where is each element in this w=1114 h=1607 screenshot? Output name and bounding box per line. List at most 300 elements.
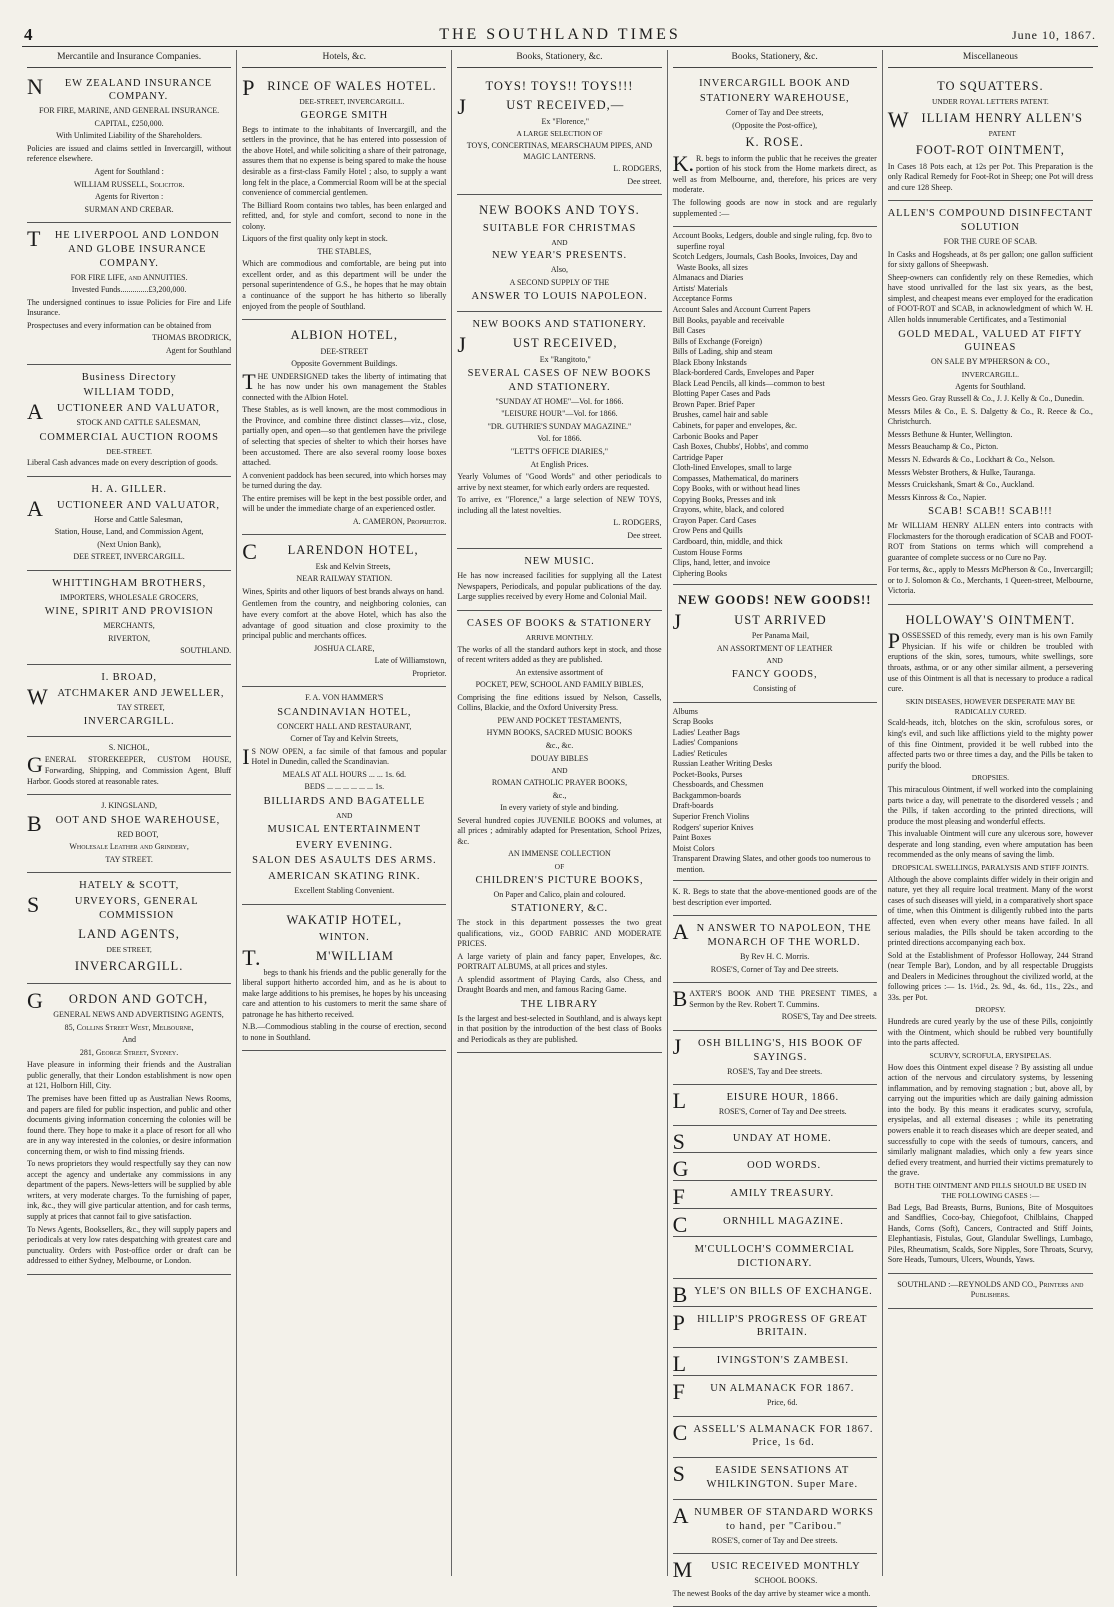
ad-text: Station, House, Land, and Commission Agent, (54, 527, 204, 537)
ad-text: Price, 6d. (766, 1397, 798, 1407)
ad-text: Opposite Government Buildings. (291, 359, 398, 369)
ad-text: Dee street. (627, 176, 662, 186)
list-item: Paint Boxes (672, 833, 712, 843)
ad-text: In Casks and Hogsheads, at 8s per gallon; one gallon sufficient for sixty gallons of Sheepwash. (887, 249, 1093, 270)
ad-text: Have pleasure in informing their friends and the Australian public generally, that their London establishment is now open at 121, Holborn Hill, City. (27, 1060, 232, 1091)
ad-text: Begs to intimate to the inhabitants of Invercargill, and the settlers in the province, that he has entered into possession of the above Hotel, and while soliciting a share of their patronage, assures them that no expense is being spared to make the house desirable as a first-class Family Hotel ; also, to supply a want long felt in the place, a Commercial Room will be at the special convenience of commercial gentlemen. (242, 124, 447, 198)
ad-text: PRINCE OF WALES HOTEL. (242, 74, 437, 100)
ad-text: AMERICAN SKATING RINK. (268, 871, 421, 883)
ad-text: The Billiard Room contains two tables, has been enlarged and refitted, and, for style and comfort, second to none in the colony. (242, 200, 447, 231)
ad-text: SOUTHLAND :—REYNOLDS AND CO., Printers and Publishers. (897, 1279, 1084, 1300)
ad-text: ALBION HOTEL, (290, 328, 398, 343)
list-item: Albums (672, 706, 698, 716)
advertisement (457, 611, 661, 1053)
ad-text: A convenient paddock has been secured, into which horses may be turned during the day. (242, 470, 447, 491)
ad-text: ON SALE BY M'PHERSON & CO., (930, 357, 1050, 367)
ad-text: SKIN DISEASES, HOWEVER DESPERATE MAY BE RADICALLY CURED. (905, 696, 1075, 716)
ad-text: K. R. Begs to state that the above-mentioned goods are of the best description ever imported. (672, 887, 877, 907)
ad-text: WILLIAM RUSSELL, Solicitor. (73, 179, 185, 189)
advertisement (673, 1417, 877, 1459)
advertisement (673, 1085, 877, 1125)
ad-text: DEE-STREET (320, 346, 369, 356)
ad-text: SOUTHLAND. (180, 646, 232, 656)
list-item: Russian Leather Writing Desks (672, 759, 773, 769)
ad-text: INVERCARGILL. (74, 959, 184, 974)
ad-text: A SECOND SUPPLY OF THE (509, 277, 610, 287)
ad-text: Which are commodious and comfortable, are being put into excellent order, and as this department will be under the personal superintendence of G.S., he hopes that he may obtain a continuance of the support he has hitherto so liberally enjoyed from the people of Southland. (242, 259, 447, 311)
ad-text: T.M'WILLIAM (242, 945, 394, 971)
ad-text: Ex "Florence," (541, 116, 589, 126)
list-item: Crayon Paper. Card Cases (672, 515, 757, 525)
ad-text: "LEISURE HOUR"—Vol. for 1866. (501, 409, 618, 419)
advertisement (673, 1031, 877, 1085)
ad-text: (Opposite the Post-office), (732, 120, 818, 130)
ad-text: DEE STREET, INVERCARGILL. (73, 552, 185, 562)
ad-text: I. BROAD, (101, 671, 157, 683)
advertisement (457, 549, 661, 611)
advertisement (27, 571, 231, 665)
list-item: Bill Cases (672, 326, 706, 336)
ad-text: FUN ALMANACK FOR 1867. (672, 1379, 855, 1405)
list-item: Black Lead Pencils, all kinds—common to best (672, 378, 825, 388)
ad-text: Messrs Geo. Gray Russell & Co., J. J. Kelly & Co., Dunedin. (887, 394, 1084, 404)
ad-text: CAPITAL, £250,000. (94, 118, 164, 128)
ad-text: Messrs Kinross & Co., Napier. (887, 492, 987, 502)
ad-text: J. KINGSLAND, (101, 801, 157, 811)
ad-text: ROSE'S, Corner of Tay and Dee streets. (718, 1106, 847, 1116)
ad-text: IMPORTERS, WHOLESALE GROCERS, (60, 592, 199, 602)
list-item: Chessboards, and Chessmen (672, 780, 764, 790)
column-header: Miscellaneous (888, 50, 1093, 68)
ad-text: "DR. GUTHRIE'S SUNDAY MAGAZINE." (487, 421, 632, 431)
list-item: Cabinets, for paper and envelopes, &c. (672, 420, 797, 430)
ad-text: To arrive, ex "Florence," a large selection of NEW TOYS, including all the latest novelties. (457, 495, 662, 515)
ad-text: At English Prices. (530, 459, 589, 469)
ad-text: Business Directory (81, 371, 177, 383)
goods-list (673, 231, 877, 579)
advertisement (242, 320, 446, 535)
ad-text: CLARENDON HOTEL, (242, 539, 419, 565)
ad-text: Corner of Tay and Kelvin Streets, (290, 734, 399, 744)
advertisement (673, 71, 877, 228)
ad-text: Messrs N. Edwards & Co., Lockhart & Co., Nelson. (887, 454, 1055, 464)
ad-text: A splendid assortment of Playing Cards, also Chess, and Draught Boards and men, and famous Racing Game. (457, 974, 662, 995)
ad-text: He has now increased facilities for supplying all the Latest Newspapers, Periodicals, and popular publications of the day. Large supplies received by every Home and Colonial Mail. (457, 571, 662, 602)
ad-text: STATIONERY WAREHOUSE, (699, 93, 850, 105)
ad-text: AUCTIONEER AND VALUATOR, (27, 399, 220, 425)
ad-text: L. RODGERS, (613, 518, 662, 528)
ad-text: S. NICHOL, (108, 742, 150, 752)
list-item: Scrap Books (672, 717, 714, 727)
ad-text: A. CAMERON, Proprietor. (352, 516, 447, 526)
advertisement (673, 1500, 877, 1554)
ad-text: Late of Williamstown, (374, 656, 447, 666)
ad-text: TAY STREET. (105, 854, 153, 864)
advertisement (888, 71, 1093, 202)
advertisement (27, 737, 231, 795)
ad-text: SALON DES ASAULTS DES ARMS. (252, 855, 437, 867)
ad-text: WAKATIP HOTEL, (286, 912, 403, 927)
ad-text: STOCK AND CATTLE SALESMAN, (76, 418, 201, 428)
ad-text: Messrs Bethune & Hunter, Wellington. (887, 429, 1013, 439)
advertisement (673, 227, 877, 585)
ad-text: BOOT AND SHOE WAREHOUSE, (27, 810, 221, 836)
ad-text: Sheep-owners can confidently rely on these Remedies, which have stood unrivalled for the last six years, as the best, simplest, and cheapest means ever employed for the eradication of FOOT-ROT and SCAB, in acknowledgment of which W. H. Allen holds innumerable Certificates, and a Testimonial (887, 272, 1093, 324)
advertisement (888, 201, 1093, 604)
ad-text: WILLIAM TODD, (83, 387, 175, 399)
list-item: Black Ebony Inkstands (672, 357, 747, 367)
ad-text: And (122, 1035, 136, 1045)
ad-text: H. A. GILLER. (91, 484, 167, 495)
advertisement (27, 873, 231, 983)
ad-text: CHILDREN'S PICTURE BOOKS, (475, 874, 644, 886)
ad-text: How does this Ointment expel disease ? By assisting all undue action of the nervous and circulatory systems, by lessening inflammation, and by removing stagnation ; but, above all, by carrying out the impurities which are daily gaining admission into the body. By this means it eradicates scurvy, scrofula, erysipelas, and all external diseases ; while its penetrating powers enable it to reach diseases which are deeper seated, and successfully to cope with the seeds of tumours, cancers, and similarly malignant maladies, which only a few years since defied every treatment, and hurried their victims prematurely to the grave. (887, 1062, 1093, 1178)
ad-text: The works of all the standard authors kept in stock, and those of recent writers added as they are published. (457, 644, 662, 665)
list-item: Moist Colors (672, 843, 715, 853)
ad-text: JUST ARRIVED (672, 608, 827, 634)
advertisement (673, 1348, 877, 1376)
ad-text: This invaluable Ointment will cure any ulcerous sore, however desperate and long standing, even where amputation has been recommended as the only means of saving the limb. (887, 829, 1093, 860)
ad-text: LAND AGENTS, (78, 926, 180, 941)
ad-text: Sold at the Establishment of Professor Holloway, 244 Strand (near Temple Bar), London, and by all respectable Druggists and Dealers in Medicines throughout the civilized world, at the following prices :— 1s. 1½d., 2s. 9d., 4s. 6d., 11s., 22s., and 33s. per Pot. (887, 950, 1093, 1002)
ad-text: Several hundred copies JUVENILE BOOKS and volumes, at all prices ; admirably adapted for Presentation, School Prizes, &c. (457, 815, 662, 846)
ad-text: ROSE'S, Corner of Tay and Dee streets. (710, 964, 839, 974)
ad-text: Per Panama Mail, (751, 631, 809, 641)
list-item: Scotch Ledgers, Journals, Cash Books, Invoices, Day and Waste Books, all sizes (672, 252, 858, 272)
ad-text: (Next Union Bank), (97, 539, 161, 549)
ad-text: AND (766, 656, 783, 666)
ad-text: Agent for Southland : (94, 166, 164, 176)
ad-text: FOOT-ROT OINTMENT, (915, 143, 1065, 158)
advertisement (673, 983, 877, 1031)
ad-text: begs to thank his friends and the public generally for the liberal support hitherto accorded him, and as he is about to make large additions to his premises, he hopes by his unceasing care and attention to his customers to merit the same share of patronage he has hitherto received. (242, 967, 447, 1019)
ad-text: In Cases 18 Pots each, at 12s per Pot. This Preparation is the only Radical Remedy for Foot-Rot in Sheep; one Pot will dress and cure 128 Sheep. (887, 161, 1093, 192)
ad-text: INVERCARGILL BOOK AND (699, 77, 851, 89)
ad-text: Messrs Webster Brothers, & Hulke, Tauranga. (887, 467, 1036, 477)
column-header: Books, Stationery, &c. (457, 50, 661, 68)
ad-text: POCKET, PEW, SCHOOL AND FAMILY BIBLES, (475, 680, 644, 690)
advertisement (27, 365, 231, 477)
ad-text: Is the largest and best-selected in Southland, and is always kept in that position by the introduction of the best class of Books and Periodicals as they are published. (457, 1013, 662, 1044)
ad-text: The newest Books of the day arrive by steamer wice a month. (672, 1588, 871, 1598)
ad-text: MERCHANTS, (103, 621, 155, 631)
ad-text: WHITTINGHAM BROTHERS, (52, 577, 207, 589)
ad-text: INVERCARGILL. (961, 369, 1019, 379)
column-2 (237, 50, 452, 1576)
ad-text: The entire premises will be kept in the best possible order, and will be under the immediate charge of an experienced ostler. (242, 493, 447, 514)
ad-text: SCURVY, SCROFULA, ERYSIPELAS. (929, 1050, 1052, 1060)
ad-text: &c., (552, 790, 567, 800)
ad-text: ANSWER TO LOUIS NAPOLEON. (471, 291, 648, 303)
ad-text: PATENT (988, 129, 1016, 139)
ad-text: DEE STREET, (106, 945, 152, 955)
column-5 (883, 50, 1098, 1576)
ad-text: GOOD WORDS. (672, 1156, 821, 1182)
list-item: Acceptance Forms (672, 294, 733, 304)
ad-text: WINTON. (318, 932, 370, 944)
list-item: Account Books, Ledgers, double and single ruling, fcp. 8vo to superfine royal (672, 231, 872, 251)
ad-text: AN ASSORTMENT OF LEATHER (716, 643, 833, 653)
ad-text: N.B.—Commodious stabling in the course of erection, second to none in Southland. (242, 1022, 447, 1042)
ad-text: Agent for Southland (165, 346, 232, 356)
advertisement (27, 223, 231, 364)
ad-text: Proprietor. (412, 668, 447, 678)
ad-text: THE LIBRARY (520, 998, 599, 1010)
ad-text: Messrs Miles & Co., E. S. Dalgetty & Co., R. Reece & Co., Christchurch. (887, 406, 1093, 427)
list-item: Transparent Drawing Slates, and other goods too numerous to mention. (672, 854, 871, 874)
ad-text: ROMAN CATHOLIC PRAYER BOOKS, (491, 778, 628, 788)
page-number: 4 (24, 25, 33, 44)
ad-text: ROSE'S, corner of Tay and Dee streets. (711, 1535, 838, 1545)
ad-text: Invested Funds..............£3,200,000. (71, 285, 187, 295)
ad-text: Messrs Cruickshank, Smart & Co., Auckland. (887, 480, 1035, 490)
ad-text: M'CULLOCH'S COMMERCIAL DICTIONARY. (694, 1243, 855, 1269)
ad-text: Corner of Tay and Dee streets, (725, 108, 824, 118)
ad-text: BOTH THE OINTMENT AND PILLS SHOULD BE USED IN THE FOLLOWING CASES :— (894, 1180, 1087, 1200)
ad-text: PHILLIP'S PROGRESS OF GREAT BRITAIN. (672, 1309, 868, 1339)
newspaper-title: THE SOUTHLAND TIMES (439, 26, 681, 43)
ad-text: SURVEYORS, GENERAL COMMISSION (27, 892, 199, 921)
ad-text: Mr WILLIAM HENRY ALLEN enters into contracts with Flockmasters for the thorough eradication of SCAB and FOOT-ROT from Stations on terms which will comprehend a guarantee of complete success or no Cure no Pay. (887, 521, 1093, 562)
advertisement (888, 1274, 1093, 1309)
ad-text: Yearly Volumes of "Good Words" and other periodicals to arrive by next steamer, for which early orders are requested. (457, 472, 662, 492)
ad-text: THE STABLES, (317, 246, 372, 256)
ad-text: Wholesale Leather and Grindery, (69, 842, 189, 852)
ad-text: Dee street. (627, 530, 662, 540)
ad-text: AND (551, 766, 568, 776)
ad-text: FOR FIRE, MARINE, AND GENERAL INSURANCE. (39, 106, 220, 116)
ad-text: DEE-STREET, INVERCARGILL. (299, 97, 405, 107)
list-item: Backgammon-boards (672, 790, 741, 800)
ad-text: UNDER ROYAL LETTERS PATENT. (931, 97, 1049, 107)
ad-text: Scald-heads, itch, blotches on the skin, scrofulous sores, or king's evil, and such like afflictions yield to the mighty power of this fine Ointment, provided it be well rubbed into the affected parts two or three times a day, and the Pills be taken to purify the blood. (887, 718, 1093, 770)
advertisement (242, 535, 446, 687)
ad-text: FOR FIRE LIFE, and ANNUITIES. (70, 272, 188, 282)
advertisement (673, 1376, 877, 1416)
ad-text: SCHOOL BOOKS. (754, 1576, 818, 1586)
ad-text: NEW ZEALAND INSURANCE COMPANY. (27, 73, 212, 103)
list-item: Compasses, Mathematical, do mariners (672, 473, 799, 483)
ad-text: HYMN BOOKS, SACRED MUSIC BOOKS (486, 728, 633, 738)
ad-text: FAMILY TREASURY. (672, 1184, 834, 1210)
ad-text: For terms, &c., apply to Messrs McPherson & Co., Invercargill; or to J. Solomon & Co., Merchants, 1 Queen-street, Melbourne, Victoria. (887, 565, 1093, 596)
advertisement (673, 703, 877, 882)
columns (22, 50, 1098, 1598)
ad-text: JUST RECEIVED, (457, 332, 618, 358)
ad-text: EVERY EVENING. (295, 839, 393, 851)
ad-text: Messrs Beauchamp & Co., Picton. (887, 442, 999, 452)
ad-text: BEDS ... ... ... ... ... ... 1s. (304, 782, 385, 792)
ad-text: MEALS AT ALL HOURS ... ... 1s. 6d. (282, 769, 406, 779)
ad-text: BILLIARDS AND BAGATELLE (263, 795, 425, 807)
ad-text: NEW YEAR'S PRESENTS. (492, 250, 627, 262)
ad-text: SUITABLE FOR CHRISTMAS (482, 222, 637, 234)
ad-text: NEW GOODS! NEW GOODS!! (677, 593, 872, 608)
ad-text: TO SQUATTERS. (937, 78, 1044, 93)
ad-text: MUSICAL ENTERTAINMENT (267, 823, 422, 835)
ad-text: AN IMMENSE COLLECTION (508, 849, 611, 859)
ad-text: WATCHMAKER AND JEWELLER, (27, 683, 225, 709)
ad-text: DROPSICAL SWELLINGS, PARALYSIS AND STIFF JOINTS. (891, 862, 1089, 872)
ad-text: DROPSIES. (971, 773, 1009, 783)
advertisement (673, 881, 877, 916)
ad-text: Policies are issued and claims settled in Invercargill, without reference elsewhere. (27, 143, 232, 164)
advertisement (673, 1181, 877, 1209)
ad-text: Excellent Stabling Convenient. (294, 886, 395, 896)
ad-text: WILLIAM HENRY ALLEN'S (887, 106, 1083, 132)
ad-text: CORNHILL MAGAZINE. (672, 1212, 844, 1238)
list-item: Cloth-lined Envelopes, small to large (672, 463, 792, 473)
ad-text: The premises have been fitted up as Australian News Rooms, and papers are filed for public inspection, and public and other documents giving information concerning the colonies will be found there. They hope to make it a place of resort for all who are in any way interested in the colonies, or desire information concerning them, or wish to find missing friends. (27, 1093, 232, 1156)
ad-text: Liquors of the first quality only kept in stock. (242, 234, 388, 244)
ad-text: On Paper and Calico, plain and coloured. (493, 889, 626, 899)
ad-text: JOSHUA CLARE, (314, 643, 375, 653)
ad-text: NEW BOOKS AND TOYS. (479, 203, 640, 218)
ad-text: HATELY & SCOTT, (79, 880, 180, 892)
ad-text: L. RODGERS, (613, 164, 662, 174)
advertisement (673, 585, 877, 702)
list-item: Artists' Materials (672, 283, 728, 293)
ad-text: OF (554, 861, 565, 871)
advertisement (457, 312, 661, 549)
ad-text: Liberal Cash advances made on every description of goods. (27, 458, 218, 468)
ad-text: CONCERT HALL AND RESTAURANT, (277, 721, 412, 731)
ad-text: A LARGE SELECTION OF (516, 129, 603, 139)
ad-text: In every variety of style and binding. (500, 803, 619, 813)
ad-text: K.R. begs to inform the public that he receives the greater portion of his stock from the Home markets direct, as well as from Melbourne, and, therefore, his prices are very moderate. (672, 150, 877, 195)
ad-text: GOLD MEDAL, VALUED AT FIFTY GUINEAS (898, 328, 1083, 354)
ad-text: MUSIC RECEIVED MONTHLY (672, 1557, 861, 1583)
ad-text: RIVERTON, (108, 633, 150, 643)
ad-text: 85, Collins Street West, Melbourne, (64, 1022, 194, 1032)
list-item: Crow Pens and Quills (672, 526, 743, 536)
list-item: Carbonic Books and Paper (672, 431, 759, 441)
list-item: Cardboard, thin, middle, and thick (672, 536, 783, 546)
ad-text: THOMAS BRODRICK, (152, 333, 232, 343)
ad-text: Vol. for 1866. (537, 434, 582, 444)
list-item: Copy Books, with or without head lines (672, 484, 800, 494)
ad-text: Comprising the fine editions issued by Nelson, Cassells, Collins, Blackie, and the Oxford University Press. (457, 692, 662, 713)
list-item: Superior French Violins (672, 812, 750, 822)
advertisement (242, 687, 446, 904)
column-1 (22, 50, 237, 1576)
ad-text: ARRIVE MONTHLY. (525, 632, 594, 642)
list-item: Ciphering Books (672, 568, 728, 578)
ad-text: JOSH BILLING'S, HIS BOOK OF SAYINGS. (672, 1033, 863, 1063)
ad-text: The stock in this department possesses the two great qualifications, viz., GOOD FABRIC AND MODERATE PRICES. (457, 918, 662, 949)
advertisement (27, 71, 231, 224)
ad-text: LEISURE HOUR, 1866. (672, 1088, 839, 1114)
ad-text: WINE, SPIRIT AND PROVISION (44, 606, 214, 618)
ad-text: This miraculous Ointment, if well worked into the complaining parts twice a day, will penetrate to the disordered vessels ; and the Pills, if taken according to the printed directions, will produce the most pleasing and wonderful effects. (887, 785, 1093, 826)
list-item: Account Sales and Account Current Papers (672, 304, 811, 314)
masthead (22, 24, 1098, 47)
advertisement (673, 1458, 877, 1500)
ad-text: BYLE'S ON BILLS OF EXCHANGE. (672, 1281, 873, 1307)
ad-text: PEW AND POCKET TESTAMENTS, (497, 715, 622, 725)
ad-text: DROPSY. (975, 1005, 1006, 1015)
ad-text: Also, (550, 265, 569, 275)
list-item: Brown Paper. Brief Paper (672, 399, 755, 409)
advertisement (673, 1554, 877, 1607)
advertisement (673, 1153, 877, 1181)
ad-text: These Stables, as is well known, are the most commodious in the Province, and combine three distinct classes—viz., close, partially open, and open—so that gentlemen have the privilege of selecting that species of shelter to which their horses have been accustomed. There are also several roomy loose boxes attached. (242, 405, 447, 468)
column-header: Books, Stationery, &c. (673, 50, 877, 68)
ad-text: &c., &c. (545, 741, 574, 751)
ad-text: ROSE'S, Tay and Dee streets. (781, 1012, 877, 1022)
list-item: Bills of Exchange (Foreign) (672, 336, 763, 346)
ad-text: NEW BOOKS AND STATIONERY. (472, 319, 647, 331)
ad-text: COMMERCIAL AUCTION ROOMS (39, 431, 219, 443)
advertisement (27, 477, 231, 571)
ad-text: TOYS! TOYS!! TOYS!!! (485, 78, 634, 93)
ad-text: BAXTER'S BOOK AND THE PRESENT TIMES, a Sermon by the Rev. Robert T. Cummins. (672, 986, 877, 1012)
ad-text: FOR THE CURE OF SCAB. (943, 237, 1038, 247)
ad-text: DOUAY BIBLES (530, 753, 589, 763)
ad-text: CASES OF BOOKS & STATIONERY (466, 617, 653, 629)
ad-text: GENERAL STOREKEEPER, CUSTOM HOUSE, Forwarding, Shipping, and Commission Agent, Bluff Harbor. Goods stored at reasonable rates. (27, 752, 232, 786)
advertisement (673, 1279, 877, 1307)
ad-text: AN ANSWER TO NAPOLEON, THE MONARCH OF THE WORLD. (672, 919, 872, 949)
ad-text: TAY STREET, (117, 702, 165, 712)
column-header: Hotels, &c. (242, 50, 446, 68)
ad-text: SUNDAY AT HOME. (672, 1128, 832, 1154)
ad-text: SCANDINAVIAN HOTEL, (277, 706, 412, 718)
ad-text: POSSESSED of this remedy, every man is his own Family Physician. If his wife or children be troubled with eruptions of the skin, sores, tumours, white swellings, sore throats, asthma, or or any other similar ailment, a persevering use of this Ointment is all that is necessary to produce a radical cure. (887, 628, 1093, 694)
ad-text: With Unlimited Liability of the Shareholders. (56, 131, 203, 141)
ad-text: GENERAL NEWS AND ADVERTISING AGENTS, (53, 1010, 224, 1020)
advertisement (27, 795, 231, 873)
list-item: Copying Books, Presses and ink (672, 494, 776, 504)
advertisement (242, 905, 446, 1052)
ad-text: ROSE'S, Tay and Dee streets. (727, 1066, 823, 1076)
list-item: Crayons, white, black, and colored (672, 505, 784, 515)
advertisement (457, 195, 661, 312)
column-header: Mercantile and Insurance Companies. (27, 50, 231, 68)
ad-text: NEAR RAILWAY STATION. (296, 574, 393, 584)
ad-text: An extensive assortment of (515, 667, 604, 677)
advertisement (673, 916, 877, 983)
ad-text: SEASIDE SENSATIONS AT WHILKINGTON. Super Mare. (672, 1461, 858, 1491)
ad-text: K. ROSE. (745, 135, 804, 150)
ad-text: AND (336, 810, 353, 820)
list-item: Bill Books, payable and receivable (672, 315, 785, 325)
ad-text: NEW MUSIC. (524, 556, 595, 568)
advertisement (888, 605, 1093, 1274)
ad-text: INVERCARGILL. (83, 716, 175, 728)
ad-text: Prospectuses and every information can be obtained from (27, 320, 212, 330)
list-item: Rodgers' superior Knives (672, 822, 754, 832)
advertisement (242, 71, 446, 321)
ad-text: DEE-STREET. (106, 446, 153, 456)
advertisement (673, 1126, 877, 1154)
ad-text: STATIONERY, &C. (510, 903, 608, 915)
ad-text: AND (551, 237, 568, 247)
ad-text: LIVINGSTON'S ZAMBESI. (672, 1351, 849, 1377)
ad-text: Consisting of (753, 684, 797, 694)
ad-text: CASSELL'S ALMANACK FOR 1867. Price, 1s 6d. (672, 1419, 874, 1449)
list-item: Clips, hand, letter, and invoice (672, 558, 771, 568)
advertisement (673, 1209, 877, 1237)
list-item: Cartridge Paper (672, 452, 723, 462)
ad-text: 281, George Street, Sydney. (79, 1047, 179, 1057)
ad-text: THE UNDERSIGNED takes the liberty of intimating that he has now under his own management the Stables connected with the Albion Hotel. (242, 368, 447, 402)
ad-text: GORDON AND GOTCH, (27, 987, 209, 1013)
ad-text: Esk and Kelvin Streets, (315, 561, 391, 571)
ad-text: SCAB! SCAB!! SCAB!!! (928, 506, 1053, 518)
list-item: Ladies' Reticules (672, 748, 728, 758)
list-item: Black-bordered Cards, Envelopes and Paper (672, 368, 815, 378)
